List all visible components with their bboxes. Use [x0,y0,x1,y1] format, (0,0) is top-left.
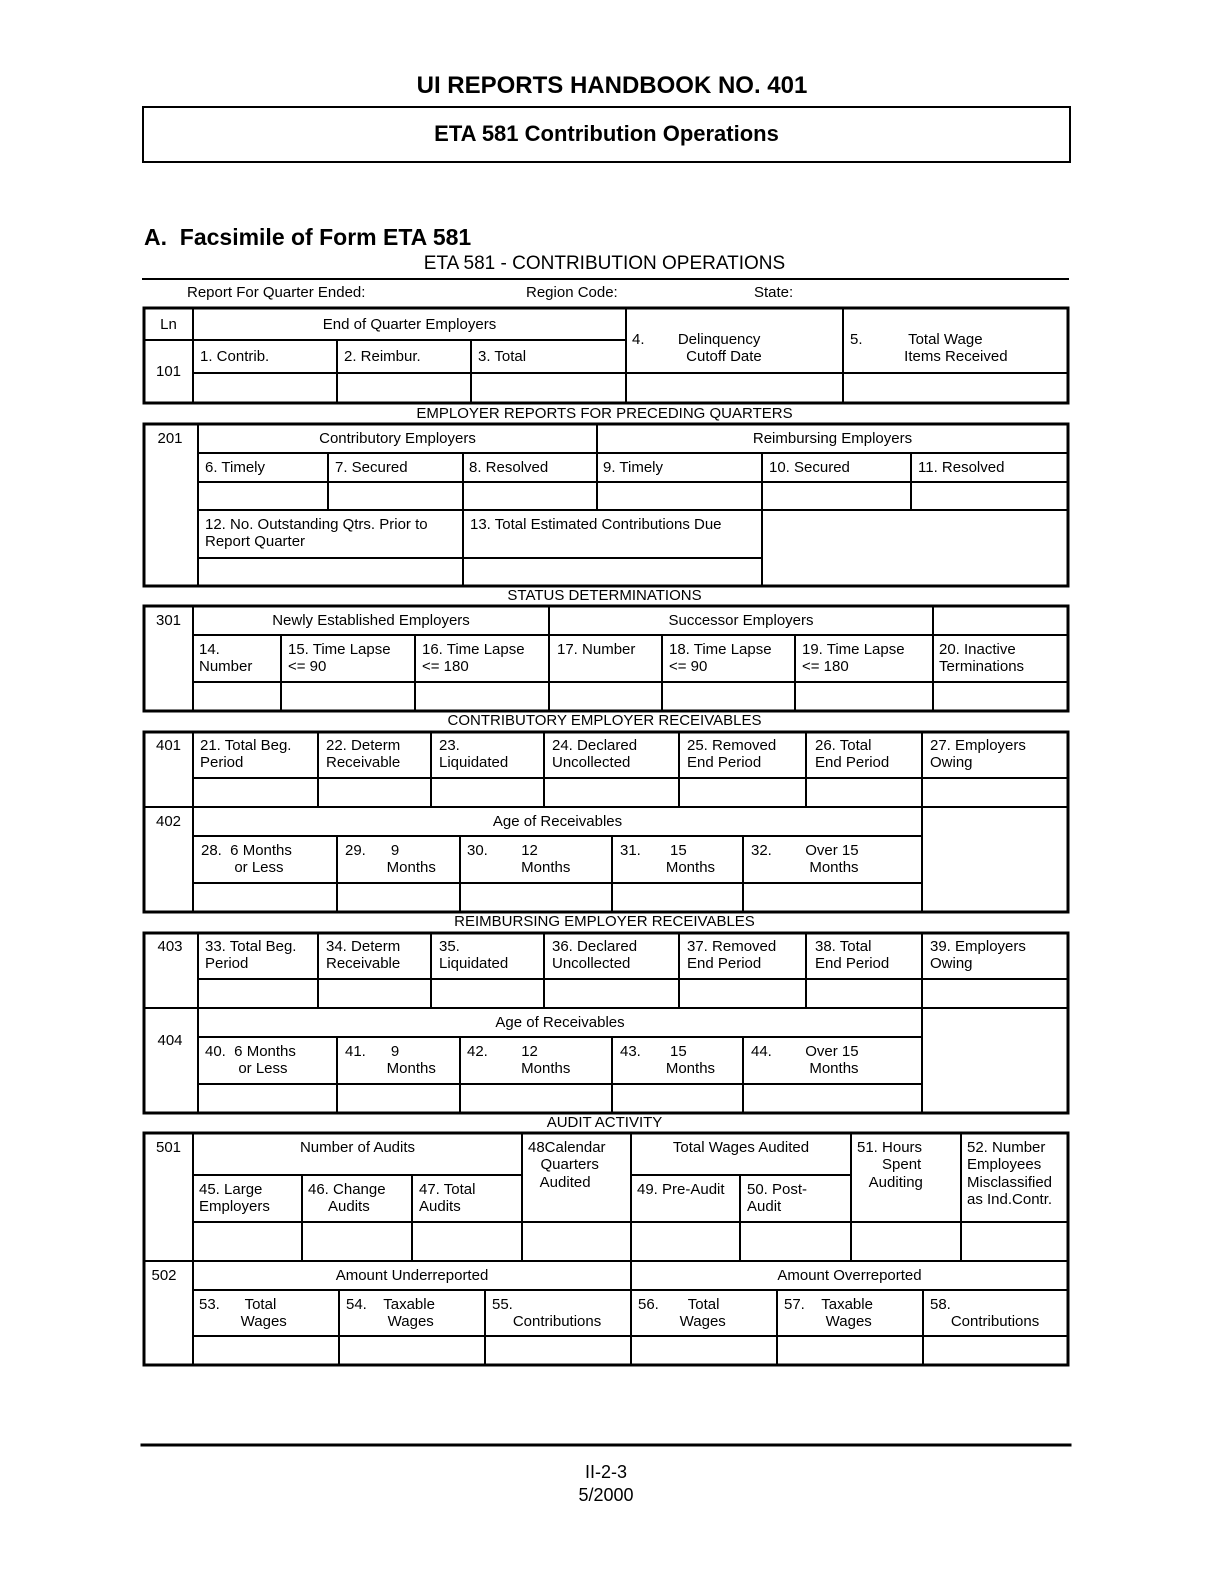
newly-established-header: Newly Established Employers [272,612,470,629]
field-23-liquidated: 23. Liquidated [439,737,509,772]
field-26-total-end: 26. Total End Period [815,737,890,772]
field-29-9-months: 29. 9 Months [345,842,436,877]
field-15-time-lapse-90: 15. Time Lapse <= 90 [288,641,391,676]
field-13-est-contributions: 13. Total Estimated Contributions Due [470,516,722,533]
field-34-determ-receivable: 34. Determ Receivable [326,938,401,973]
field-55-contributions: 55. Contributions [492,1296,602,1331]
contributory-employers-header: Contributory Employers [319,430,476,447]
line-401: 401 [155,737,182,754]
sec4-title: CONTRIBUTORY EMPLOYER RECEIVABLES [447,712,762,729]
section-title: ETA 581 Contribution Operations [434,121,779,146]
field-57-taxable-wages: 57. Taxable Wages [784,1296,873,1331]
field-43-15-months: 43. 15 Months [620,1043,716,1078]
field-54-taxable-wages: 54. Taxable Wages [346,1296,435,1331]
field-12-outstanding-qtrs: 12. No. Outstanding Qtrs. Prior to Report Quarter [205,516,428,551]
field-10-secured: 10. Secured [769,459,850,476]
facsimile-heading: A. Facsimile of Form ETA 581 [144,224,472,250]
sec2-grid [144,424,1068,586]
amount-underreported-header: Amount Underreported [335,1267,489,1284]
field-6-timely: 6. Timely [205,459,266,476]
quarter-label: Report For Quarter Ended: [187,284,366,301]
end-quarter-employers-header: End of Quarter Employers [322,316,497,333]
amount-overreported-header: Amount Overreported [777,1267,922,1284]
age-receivables-header: Age of Receivables [492,813,623,830]
field-35-liquidated: 35. Liquidated [439,938,509,973]
field-58-contributions: 58. Contributions [930,1296,1040,1331]
field-17-number: 17. Number [557,641,636,658]
state-label: State: [754,284,794,301]
line-402: 402 [155,813,182,830]
field-31-15-months: 31. 15 Months [620,842,716,877]
line-502: 502 [151,1267,177,1284]
number-of-audits-header: Number of Audits [299,1139,416,1156]
field-33-total-beg: 33. Total Beg. Period [205,938,297,973]
line-301: 301 [155,612,182,629]
field-52-misclassified: 52. Number Employees Misclassified as Ind.Contr. [967,1139,1053,1208]
field-44-over-15-months: 44. Over 15 Months [751,1043,859,1078]
field-24-declared-uncollected: 24. Declared Uncollected [552,737,638,772]
field-36-declared-uncollected: 36. Declared Uncollected [552,938,638,973]
handbook-title: UI REPORTS HANDBOOK NO. 401 [416,72,808,99]
line-501: 501 [155,1139,182,1156]
field-14-number: 14. Number [199,641,253,676]
field-56-total-wages: 56. Total Wages [638,1296,726,1331]
field-25-removed-end: 25. Removed End Period [687,737,777,772]
sec3-title: STATUS DETERMINATIONS [507,587,702,604]
field-42-12-months: 42. 12 Months [467,1043,571,1078]
line-403: 403 [157,938,183,955]
line-201: 201 [157,430,183,447]
sec5-title: REIMBURSING EMPLOYER RECEIVABLES [454,913,755,930]
field-18-time-lapse-90: 18. Time Lapse <= 90 [669,641,772,676]
field-30-12-months: 30. 12 Months [467,842,571,877]
sec2-title: EMPLOYER REPORTS FOR PRECEDING QUARTERS [416,405,793,422]
field-38-total-end: 38. Total End Period [815,938,890,973]
ln-header: Ln [160,316,177,333]
field-41-9-months: 41. 9 Months [345,1043,436,1078]
field-21-total-beg: 21. Total Beg. Period [200,737,292,772]
field-47-total-audits: 47. Total Audits [419,1181,476,1216]
field-9-timely: 9. Timely [603,459,664,476]
field-32-over-15-months: 32. Over 15 Months [751,842,859,877]
field-40-6-months: 40. 6 Months or Less [205,1043,296,1078]
successor-employers-header: Successor Employers [668,612,814,629]
region-label: Region Code: [526,284,618,301]
field-45-large-employers: 45. Large Employers [199,1181,270,1216]
field-16-time-lapse-180: 16. Time Lapse <= 180 [422,641,525,676]
field-5-total-wage-items: 5. Total Wage Items Received [850,331,1008,366]
field-2-reimbur: 2. Reimbur. [344,348,421,365]
field-49-pre-audit: 49. Pre-Audit [637,1181,725,1198]
field-20-inactive-terminations: 20. Inactive Terminations [939,641,1025,676]
field-51-hours-spent: 51. Hours Spent Auditing [857,1139,923,1191]
field-4-delinquency-cutoff: 4. Delinquency Cutoff Date [632,331,762,366]
form-title: ETA 581 - CONTRIBUTION OPERATIONS [423,253,786,274]
revision-date: 5/2000 [578,1485,634,1505]
field-48-calendar-quarters: 48Calendar Quarters Audited [528,1139,606,1191]
field-46-change-audits: 46. Change Audits [308,1181,386,1216]
age-receivables-header-2: Age of Receivables [495,1014,625,1031]
line-101: 101 [155,363,182,380]
field-3-total: 3. Total [478,348,527,365]
total-wages-audited-header: Total Wages Audited [672,1139,810,1156]
field-8-resolved: 8. Resolved [469,459,549,476]
field-11-resolved: 11. Resolved [918,459,1005,476]
page-number: II-2-3 [584,1462,627,1482]
field-37-removed-end: 37. Removed End Period [687,938,777,973]
field-39-employers-owing: 39. Employers Owing [930,938,1026,973]
reimbursing-employers-header: Reimbursing Employers [752,430,913,447]
field-53-total-wages: 53. Total Wages [199,1296,287,1331]
field-19-time-lapse-180: 19. Time Lapse <= 180 [802,641,905,676]
field-28-6-months: 28. 6 Months or Less [201,842,292,877]
field-7-secured: 7. Secured [335,459,408,476]
field-27-employers-owing: 27. Employers Owing [930,737,1026,772]
field-22-determ-receivable: 22. Determ Receivable [326,737,401,772]
sec6-title: AUDIT ACTIVITY [546,1114,663,1131]
field-50-post-audit: 50. Post- Audit [747,1181,808,1216]
line-404: 404 [157,1032,183,1049]
field-1-contrib: 1. Contrib. [200,348,270,365]
